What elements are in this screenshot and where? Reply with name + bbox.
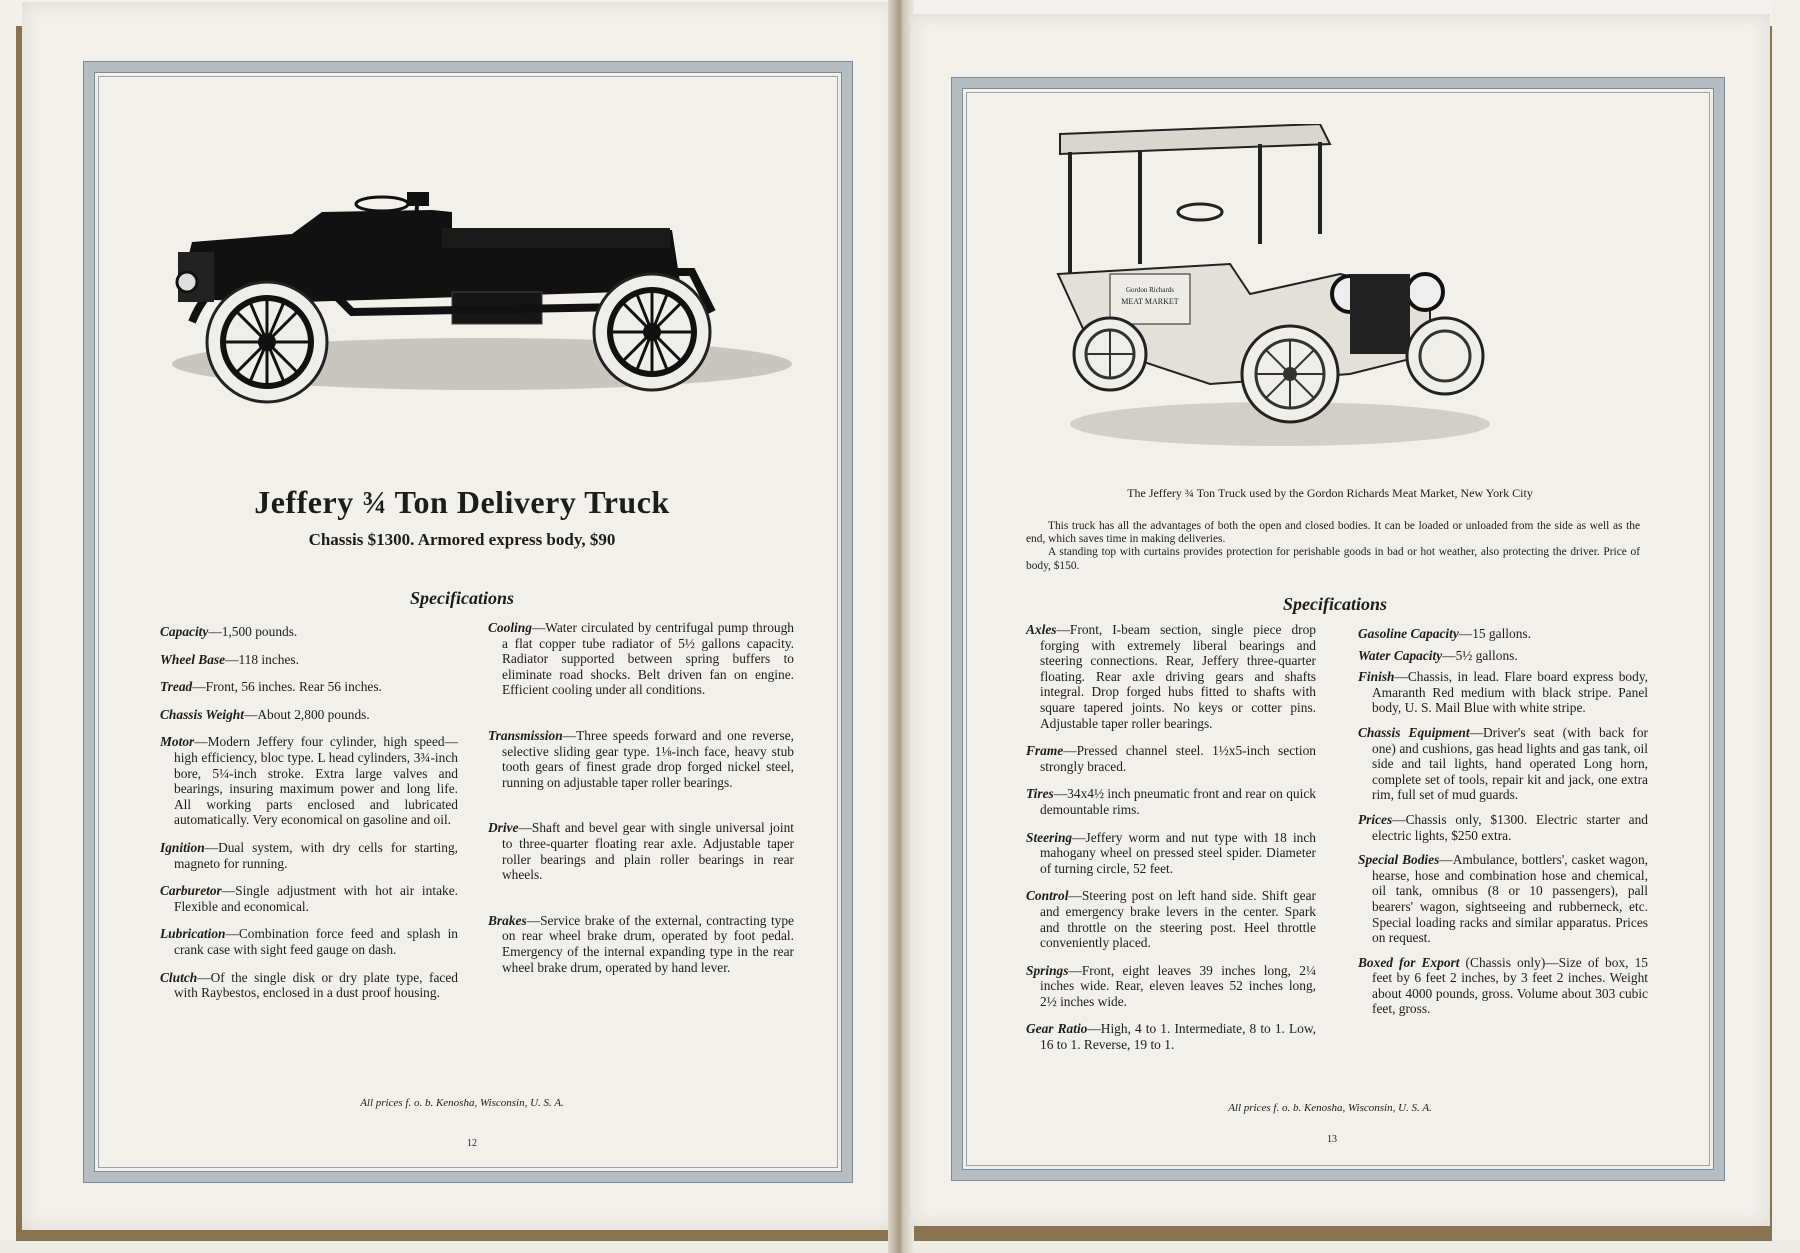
spec-item: Special Bodies—Ambulance, bottlers', casket wagon, hearse, hose and combination hose and chemical, oil tank, omnibus (8 or 10 passengers), pall bearers' wagon, sightseeing and rubberneck, etc. Special loading racks and similar apparatus. Prices on request. (1358, 852, 1648, 946)
spec-column-2 (488, 620, 794, 975)
spec-column-1 (1026, 622, 1316, 1053)
intro-paragraph: This truck has all the advantages of both the open and closed bodies. It can be loaded or unloaded from the side as well as the end, which saves time in making deliveries. (1026, 520, 1640, 546)
spec-item: Lubrication—Combination force feed and splash in crank case with sight feed gauge on dash. (160, 926, 458, 957)
right-front-wheel-icon (1407, 318, 1483, 394)
spec-item: Chassis Equipment—Driver's seat (with back for one) and cushions, gas head lights and gas tank, oil side and tail lights, hand operated Long horn, complete set of tools, repair kit and jack, one extra rim, full set of mud guards. (1358, 724, 1649, 803)
front-wheel-icon (1242, 326, 1338, 422)
spec-item: Ignition—Dual system, with dry cells for starting, magneto for running. (160, 839, 458, 871)
spec-item: Steering—Jeffery worm and nut type with 18 inch mahogany wheel on pressed steel spider. Diameter of turning circle, 52 feet. (1026, 829, 1316, 876)
page-number: 12 (467, 1138, 477, 1149)
specifications-heading: Specifications (1283, 594, 1387, 614)
front-wheel-icon (207, 282, 327, 402)
spec-item: Tread—Front, 56 inches. Rear 56 inches. (160, 679, 382, 695)
spec-item: Tires—34x4½ inch pneumatic front and rear on quick demountable rims. (1026, 786, 1316, 817)
spec-item: Carburetor—Single adjustment with hot air intake. Flexible and economical. (160, 883, 458, 914)
left-page (22, 2, 897, 1230)
spec-item: Gasoline Capacity—15 gallons. (1358, 626, 1531, 641)
page-title: Jeffery ¾ Ton Delivery Truck (254, 484, 670, 520)
spec-item: Boxed for Export (Chassis only)—Size of box, 15 feet by 6 feet 2 inches, by 3 feet 2 inches. Weight about 4000 pounds, gross. Volume about 303 cubic feet, gross. (1358, 954, 1648, 1017)
spec-item: Drive—Shaft and bevel gear with single universal joint to three-quarter floating rear axle. Adjustable taper roller bearings and plain roller bearings in rear wheels. (488, 820, 794, 883)
spec-column-2 (1358, 626, 1648, 1017)
price-footnote: All prices f. o. b. Kenosha, Wisconsin, U. S. A. (1228, 1102, 1432, 1114)
intro-text (1026, 520, 1640, 573)
spec-item: Prices—Chassis only, $1300. Electric starter and electric lights, $250 extra. (1358, 811, 1648, 843)
spec-item: Clutch—Of the single disk or dry plate type, faced with Raybestos, enclosed in a dust proof housing. (160, 969, 458, 1001)
page-number: 13 (1327, 1134, 1337, 1145)
illustration-caption: The Jeffery ¾ Ton Truck used by the Gordon Richards Meat Market, New York City (1127, 486, 1533, 500)
meat-market-truck-illustration (1030, 124, 1490, 464)
backdrop-left (0, 0, 16, 1253)
price-subtitle: Chassis $1300. Armored express body, $90 (308, 530, 616, 549)
rear-wheel-icon (1074, 318, 1146, 390)
spec-item: Control—Steering post on left hand side. Shift gear and emergency brake levers in the center. Spark and throttle on the steering post. Heel throttle conveniently placed. (1026, 888, 1316, 951)
spec-item: Finish—Chassis, in lead. Flare board express body, Amaranth Red medium with black stripe. Panel body, U. S. Mail Blue with white stripe. (1358, 669, 1648, 716)
spec-item: Chassis Weight—About 2,800 pounds. (160, 706, 370, 722)
backdrop-right (1772, 0, 1800, 1253)
spec-item: Brakes—Service brake of the external, contracting type on rear wheel brake drum, operated by foot pedal. Emergency of the internal expanding type in the rear wheel brake drum, operated by hand lever. (488, 912, 794, 975)
spec-item: Water Capacity—5½ gallons. (1358, 647, 1518, 663)
right-page (910, 14, 1770, 1226)
rear-wheel-icon (594, 274, 710, 390)
spec-item: Gear Ratio—High, 4 to 1. Intermediate, 8 to 1. Low, 16 to 1. Reverse, 19 to 1. (1026, 1021, 1317, 1053)
delivery-truck-illustration (152, 172, 802, 422)
truck-sign-line2: MEAT MARKET (1121, 297, 1179, 306)
spec-column-1 (160, 624, 458, 1001)
truck-sign-line1: Gordon Richards (1125, 286, 1175, 294)
spec-item: Motor—Modern Jeffery four cylinder, high speed—high efficiency, bloc type. L head cylinders, 3¾-inch bore, 5¼-inch stroke. Extra large valves and bearings, insuring maximum power and long life. All working parts enclosed and lubricated automatically. Very economical on gasoline and oil. (160, 734, 458, 828)
spec-item: Transmission—Three speeds forward and one reverse, selective sliding gear type. 1⅛-inch face, heavy stub tooth gears of finest grade drop forged nickel steel, running on adjustable taper roller bearings. (488, 727, 794, 790)
specifications-heading: Specifications (410, 588, 514, 608)
spec-item: Axles—Front, I-beam section, single piece drop forging with extremely liberal bearings and steering connections. Rear, Jeffery three-quarter floating. Rear axle driving gears and shafts integral. Drop forged hubs fitted to shafts with square tapered joints. No keys or cotter pins. Adjustable taper roller bearings. (1026, 622, 1316, 731)
spec-item: Frame—Pressed channel steel. 1½x5-inch section strongly braced. (1026, 743, 1316, 774)
intro-paragraph: A standing top with curtains provides protection for perishable goods in bad or hot weather, also protecting the driver. Price of body, $150. (1026, 546, 1640, 572)
price-footnote: All prices f. o. b. Kenosha, Wisconsin, U. S. A. (360, 1097, 564, 1109)
spec-item: Springs—Front, eight leaves 39 inches long, 2¼ inches wide. Rear, eleven leaves 52 inches long, 2½ inches wide. (1026, 962, 1316, 1009)
spec-item: Wheel Base—118 inches. (160, 651, 299, 667)
spec-item: Cooling—Water circulated by centrifugal pump through a flat copper tube radiator of 5½ gallons capacity. Radiator supported between spring buffers to eliminate road shocks. Belt driven fan on engine. Efficient cooling under all conditions. (488, 620, 794, 698)
spec-item: Capacity—1,500 pounds. (160, 624, 298, 639)
